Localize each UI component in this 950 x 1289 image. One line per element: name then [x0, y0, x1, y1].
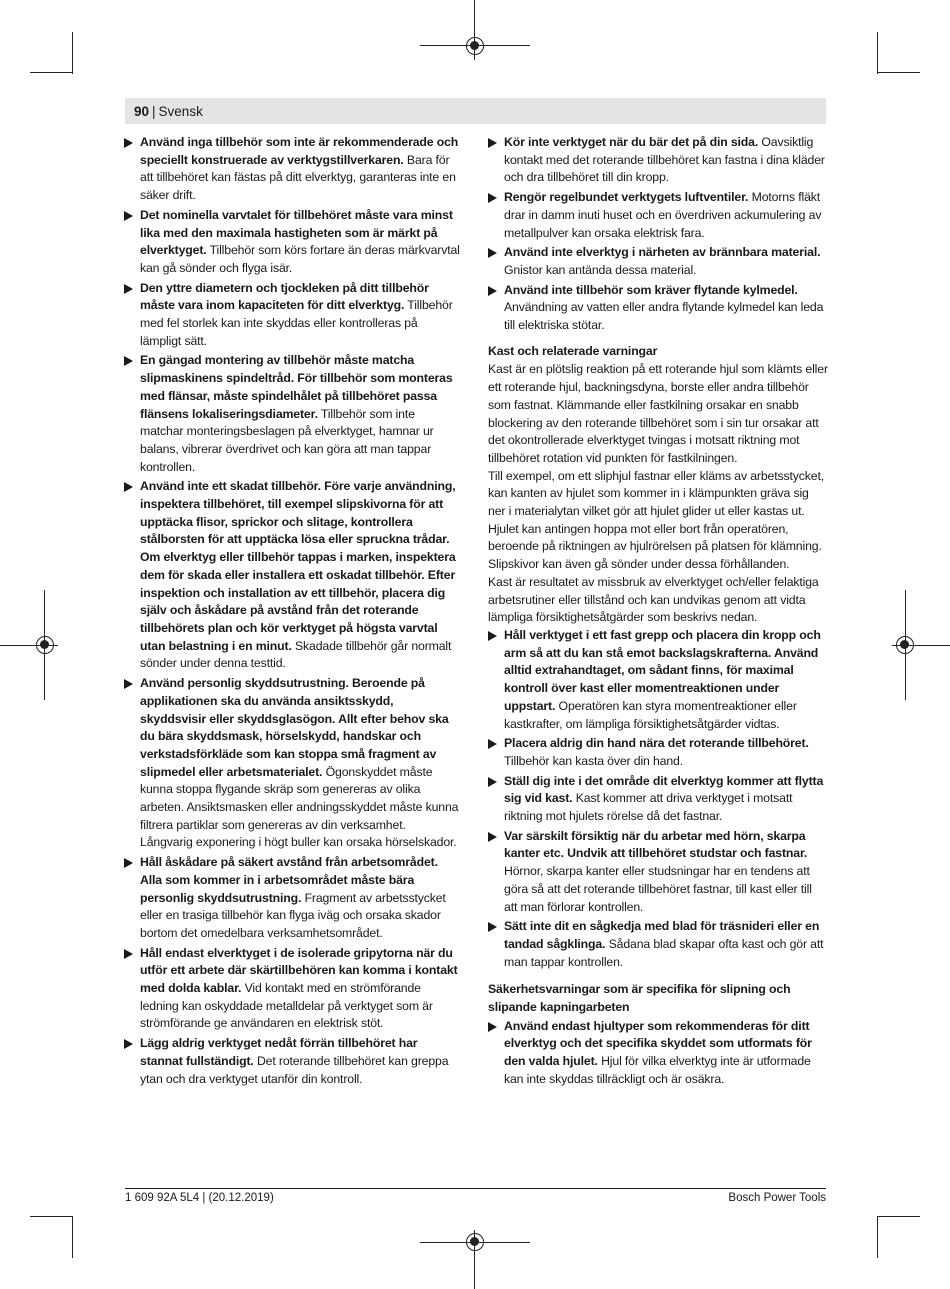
warning-bold-text: Använd endast hjultyper som rekommenderas för ditt elverktyg och det specifika skyddet som utformats för den valda hjulet.	[504, 1018, 812, 1069]
warning-item	[488, 735, 828, 770]
bullet-arrow-icon	[124, 949, 133, 959]
warning-bold-text: Håll endast elverktyget i de isolerade gripytorna när du utför ett arbete där skärtillbehören kan komma i kontakt med dolda kablar.	[140, 945, 458, 996]
warning-item	[124, 352, 460, 476]
warning-bold-text: Var särskilt försiktig när du arbetar med hörn, skarpa kanter etc. Undvik att tillbehöret studstar och fastnar.	[504, 828, 808, 861]
warning-body-text: Användning av vatten eller andra flytande kylmedel kan leda till elektriska stötar.	[504, 300, 824, 333]
bullet-arrow-icon	[124, 138, 133, 148]
crop-mark	[878, 1216, 920, 1217]
warning-body-text: Hjul för vilka elverktyg inte är utformade kan inte skyddas tillräckligt och är osäkra.	[504, 1054, 811, 1086]
warning-body-text: Oavsiktlig kontakt med det roterande tillbehöret kan fastna i dina kläder och dra tillbehöret till din kropp.	[504, 135, 825, 185]
warning-item	[488, 1018, 828, 1089]
warning-item	[488, 828, 828, 917]
kickback-heading: Kast och relaterade varningar	[488, 343, 658, 358]
warning-bold-text: Placera aldrig din hand nära det roterande tillbehöret.	[504, 736, 809, 751]
warning-body-text: Fragment av arbetsstycket eller en trasiga tillbehör kan flyga iväg och orsaka skador bortom det omedelbara verksamhetsområdet.	[140, 890, 446, 940]
kickback-items	[488, 627, 828, 971]
bullet-arrow-icon	[124, 482, 133, 492]
warning-bold-text: Det nominella varvtalet för tillbehöret måste vara minst lika med den maximala hastigheten som är märkt på elverktyget.	[140, 207, 453, 258]
warning-bold-text: En gängad montering av tillbehör måste matcha slipmaskinens spindeltråd. För tillbehör som monteras med flänsar, måste spindelhålet på tillbehöret passa flänsens lokaliseringsdiameter.	[140, 353, 453, 421]
warning-item	[124, 1035, 460, 1088]
warning-body-text: Tillbehör kan kasta över din hand.	[504, 753, 684, 768]
warning-bold-text: Håll åskådare på säkert avstånd från arbetsområdet. Alla som kommer in i arbetsområdet måste bära personlig skyddsutrustning.	[140, 855, 438, 905]
warning-bold-text: Lägg aldrig verktyget nedåt förrän tillbehöret har stannat fullständigt.	[140, 1036, 418, 1068]
warning-item	[488, 189, 828, 242]
bullet-arrow-icon	[488, 193, 497, 203]
kickback-paragraph: Till exempel, om ett sliphjul fastnar eller kläms av arbetsstycket, kan kanten av hjulet som kommer in i klämpunkten gräva sig ner i materialytan vilket gör att hjulet glider ut eller kastas ut. Hjulet kan antingen hoppa mot eller bort från operatören, beroende på riktningen av hjulrörelsen på platsen för klämning. Slipskivor kan även gå sönder under dessa förhållanden.	[488, 468, 824, 572]
warning-item	[488, 134, 828, 187]
page-header	[125, 98, 826, 124]
warning-body-text: Operatören kan styra momentreaktioner eller kastkrafter, om lämpliga försiktighetsåtgärder vidtas.	[504, 698, 797, 731]
header-separator: |	[152, 103, 156, 119]
bullet-arrow-icon	[124, 211, 133, 221]
warning-body-text: Kast kommer att driva verktyget i motsatt riktning mot hjulets rörelse då det fastnar.	[504, 791, 793, 824]
warning-bold-text: Använd inte elverktyg i närheten av brännbara material.	[504, 245, 821, 260]
bullet-arrow-icon	[488, 286, 497, 296]
warning-bold-text: Rengör regelbundet verktygets luftventiler.	[504, 190, 749, 205]
warning-body-text: Skadade tillbehör går normalt sönder under denna testtid.	[140, 638, 452, 671]
crop-mark	[30, 72, 72, 73]
crop-mark	[72, 32, 73, 74]
bullet-arrow-icon	[124, 284, 133, 294]
warning-item	[488, 627, 828, 733]
bullet-arrow-icon	[488, 832, 497, 842]
warning-body-text: Bara för att tillbehöret kan fästas på ditt elverktyg, garanteras inte en säker drift.	[140, 152, 456, 203]
warning-body-text: Tillbehör med fel storlek kan inte skyddas eller kontrolleras på lämpligt sätt.	[140, 298, 453, 348]
warning-bold-text: Använd inte ett skadat tillbehör. Före varje användning, inspektera tillbehöret, till exempel slipskivorna för att upptäcka flisor, sprickor och slitage, kontrollera stålborsten för att upptäcka lösa eller spruckna trådar. Om elverktyg eller tillbehör tappas i marken, inspektera dem för skada eller installera ett oskadat tillbehör. Efter inspektion och installation av ett tillbehör, placera dig själv och åskådare på avstånd från det roterande tillbehörets plan och kör verktyget på högsta varvtal utan belastning i en minut.	[140, 479, 456, 653]
footer-brand: Bosch Power Tools	[728, 1192, 826, 1204]
warning-bold-text: Den yttre diametern och tjockleken på ditt tillbehör måste vara inom kapaciteten för ditt elverktyg.	[140, 280, 429, 313]
warning-item	[124, 134, 460, 205]
kickback-paragraph: Kast är resultatet av missbruk av elverktyget och/eller felaktiga arbetsrutiner eller tillstånd och kan undvikas genom att vidta lämpliga försiktighetsåtgärder som beskrivs nedan.	[488, 574, 819, 625]
warning-item	[488, 282, 828, 335]
warning-item	[488, 773, 828, 826]
crop-mark	[877, 1216, 878, 1258]
warning-bold-text: Ställ dig inte i det område dit elverktyg kommer att flytta sig vid kast.	[504, 773, 824, 806]
bullet-arrow-icon	[124, 858, 133, 868]
warning-bold-text: Håll verktyget i ett fast grepp och placera din kropp och arm så att du kan stå emot backslagskrafterna. Använd alltid extrahandtaget, om sådant finns, för maximal kontroll över kast eller momentreaktionen under uppstart.	[504, 627, 821, 713]
page-number: 90	[134, 103, 150, 119]
bullet-arrow-icon	[488, 1022, 497, 1032]
warning-body-text: Det roterande tillbehöret kan greppa ytan och dra verktyget utanför din kontroll.	[140, 1053, 449, 1086]
bullet-arrow-icon	[124, 679, 133, 689]
bullet-arrow-icon	[488, 922, 497, 932]
language-label: Svensk	[158, 103, 203, 119]
bullet-arrow-icon	[488, 777, 497, 787]
right-column	[488, 134, 828, 1091]
warning-item	[124, 280, 460, 351]
warning-body-text: Gnistor kan antända dessa material.	[504, 262, 697, 277]
warning-bold-text: Kör inte verktyget när du bär det på din sida.	[504, 135, 759, 149]
footer-code: 1 609 92A 5L4 | (20.12.2019)	[125, 1192, 274, 1204]
right-items-top	[488, 134, 828, 335]
bullet-arrow-icon	[488, 138, 497, 148]
registration-mark-icon	[896, 636, 914, 654]
warning-item	[124, 854, 460, 943]
registration-mark-icon	[466, 1233, 484, 1251]
warning-body-text: Motorns fläkt drar in damm inuti huset och en överdriven ackumulering av metallpulver kan orsaka elektrisk fara.	[504, 190, 822, 240]
warning-bold-text: Använd inte tillbehör som kräver flytande kylmedel.	[504, 282, 798, 297]
crop-mark	[877, 32, 878, 74]
registration-mark-icon	[36, 636, 54, 654]
warning-body-text: Tillbehör som inte matchar monteringsbeslagen på elverktyget, hamnar ur balans, vibrerar överdrivet och kan göra att man tappar kontrollen.	[140, 406, 434, 474]
grinding-items	[488, 1018, 828, 1089]
bullet-arrow-icon	[488, 248, 497, 258]
warning-item	[124, 207, 460, 278]
warning-body-text: Sådana blad skapar ofta kast och gör att man tappar kontrollen.	[504, 936, 824, 969]
warning-body-text: Ögonskyddet måste kunna stoppa flygande skräp som genereras av olika arbeten. Ansiktsmasken eller andningsskyddet måste kunna filtrera partiklar som genereras av din verksamhet. Långvarig exponering i högt buller kan orsaka hörselskador.	[140, 764, 459, 850]
crop-mark	[30, 1216, 72, 1217]
left-column	[124, 134, 460, 1090]
bullet-arrow-icon	[124, 1039, 133, 1049]
warning-bold-text: Använd personlig skyddsutrustning. Beroende på applikationen ska du använda ansiktsskydd, skyddsvisir eller skyddsglasögon. Allt efter behov ska du bära skyddsmask, hörselskydd, handskar och verkstadsförkläde som kan stoppa små fragment av slipmedel eller arbetsmaterialet.	[140, 676, 449, 779]
warning-body-text: Vid kontakt med en strömförande ledning kan oskyddade metalldelar på verktyget som är strömförande ge användaren en elektrisk stöt.	[140, 981, 433, 1031]
crop-mark	[878, 72, 920, 73]
warning-body-text: Tillbehör som körs fortare än deras märkvarvtal kan gå sönder och flyga isär.	[140, 243, 460, 275]
bullet-arrow-icon	[124, 356, 133, 366]
warning-item	[124, 478, 460, 673]
kickback-paragraphs	[488, 361, 828, 627]
warning-item	[488, 244, 828, 279]
warning-body-text: Hörnor, skarpa kanter eller studsningar har en tendens att göra så att det roterande tillbehöret fastnar, till kast eller till att man förlorar kontrollen.	[504, 864, 812, 914]
registration-mark-icon	[466, 37, 484, 55]
warning-bold-text: Använd inga tillbehör som inte är rekommenderade och speciellt konstruerade av verktygstillverkaren.	[140, 135, 459, 167]
warning-bold-text: Sätt inte dit en sågkedja med blad för träsnideri eller en tandad sågklinga.	[504, 919, 820, 951]
crop-mark	[72, 1216, 73, 1258]
bullet-arrow-icon	[488, 631, 497, 641]
kickback-paragraph: Kast är en plötslig reaktion på ett roterande hjul som klämts eller ett roterande hjul, backningsdyna, borste eller andra tillbehör som fastnat. Klämmande eller fastkilning orsakar en snabb blockering av den roterande tillbehöret som i sin tur orsakar att det okontrollerade elverktyget tvingas i motsatt riktning mot tillbehöret rotation vid punkten för fastkilningen.	[488, 362, 828, 465]
grinding-heading: Säkerhetsvarningar som är specifika för slipning och slipande kapningarbeten	[488, 982, 791, 1015]
warning-item	[124, 945, 460, 1034]
warning-item	[124, 675, 460, 852]
warning-item	[488, 918, 828, 971]
footer-rule	[125, 1188, 826, 1189]
bullet-arrow-icon	[488, 739, 497, 749]
